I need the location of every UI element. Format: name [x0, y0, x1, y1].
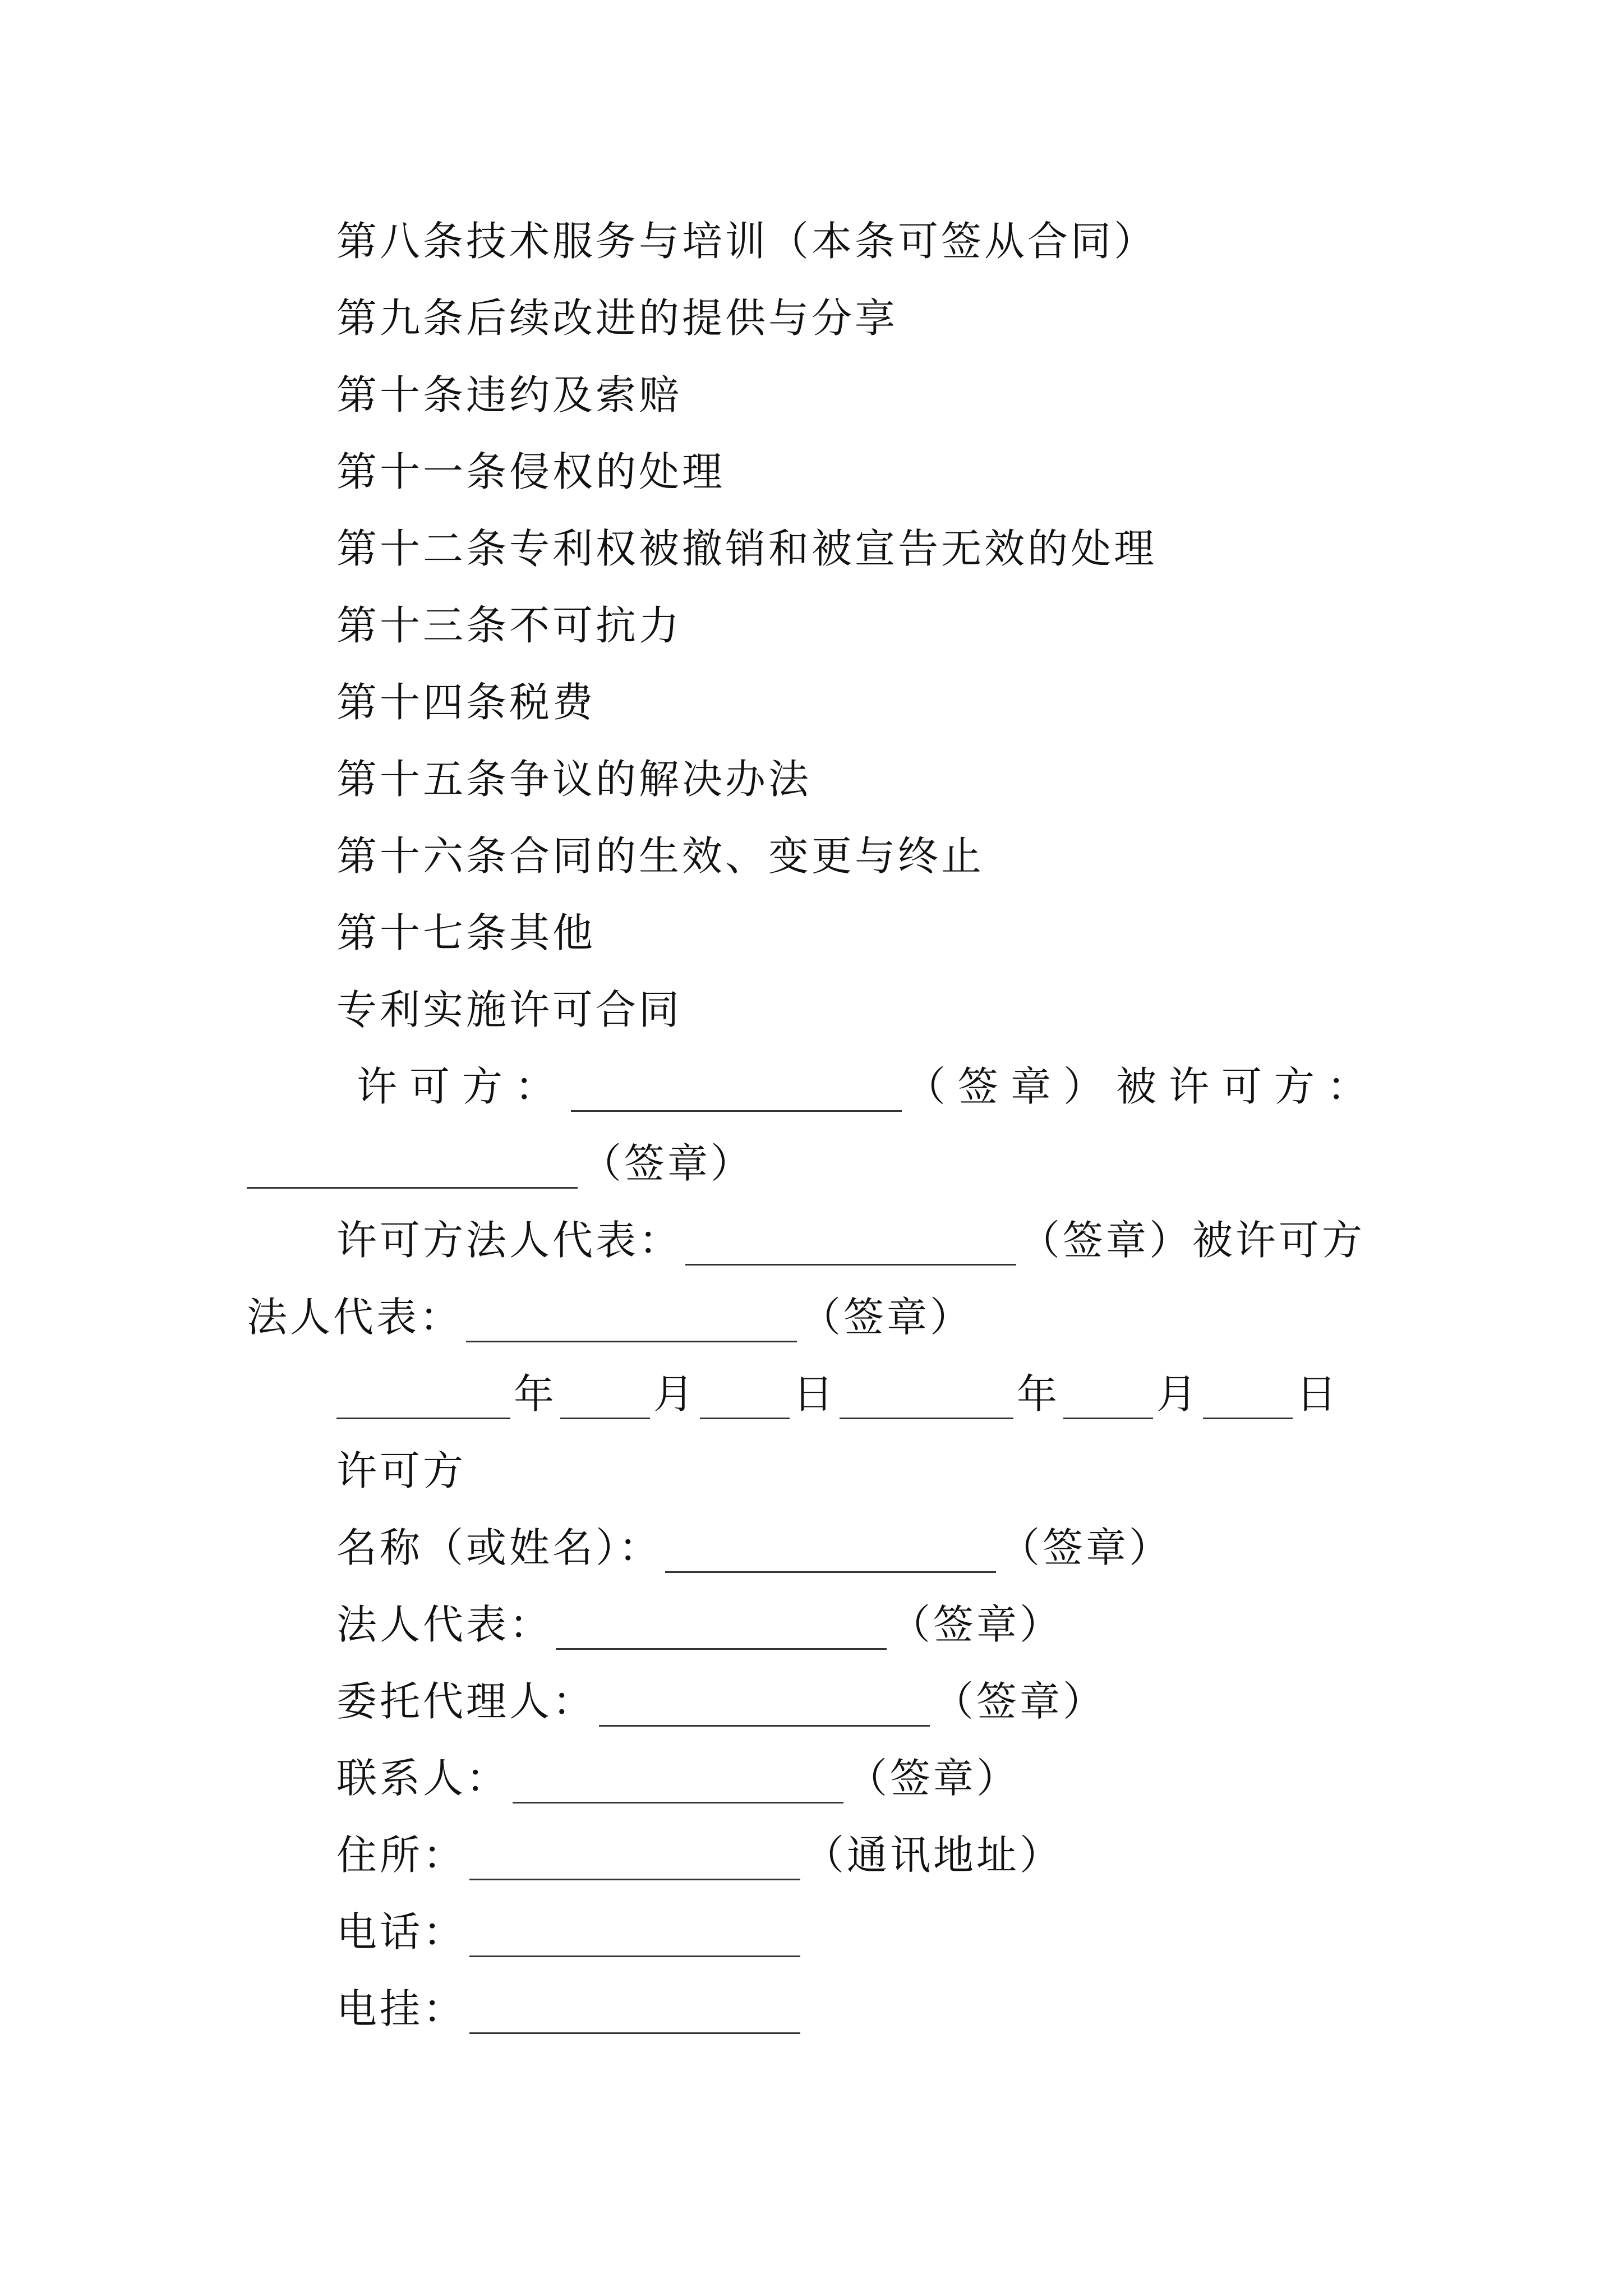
- licensee-rep-line: [247, 1292, 973, 1342]
- licensor-day-blank[interactable]: [700, 1378, 790, 1419]
- contract-title: 专利实施许可合同: [336, 986, 683, 1033]
- licensor-label: 许可方：: [357, 1063, 568, 1110]
- telex-label: 电挂：: [336, 1985, 467, 2032]
- contact-blank[interactable]: [513, 1763, 843, 1803]
- licensor-seal: （签章）: [905, 1063, 1117, 1110]
- licensor-rep-seal: （签章）: [1020, 1217, 1193, 1264]
- licensor-month-blank[interactable]: [560, 1378, 650, 1419]
- licensee-month-blank[interactable]: [1063, 1378, 1153, 1419]
- rep-label: 法人代表：: [336, 1601, 553, 1648]
- phone-line: [336, 1907, 804, 1957]
- article-16: 第十六条合同的生效、变更与终止: [336, 832, 985, 880]
- licensee-sign-line: [247, 1138, 754, 1189]
- licensor-signature-blank[interactable]: [571, 1071, 902, 1112]
- article-15: 第十五条争议的解决办法: [336, 756, 812, 803]
- agent-blank[interactable]: [599, 1686, 930, 1727]
- article-8: 第八条技术服务与培训（本条可签从合同）: [336, 218, 1158, 265]
- agent-label: 委托代理人：: [336, 1678, 596, 1725]
- licensor-sign-line: [357, 1061, 1380, 1112]
- day-label-2: 日: [1296, 1370, 1340, 1418]
- rep-seal: （签章）: [890, 1601, 1063, 1648]
- rep-sign-line: [336, 1215, 1365, 1266]
- article-17: 第十七条其他: [336, 909, 596, 956]
- article-12: 第十二条专利权被撤销和被宣告无效的处理: [336, 525, 1158, 572]
- licensee-label: 被许可方：: [1116, 1063, 1380, 1110]
- rep-line: [336, 1599, 1063, 1650]
- telex-line: [336, 1984, 804, 2034]
- agent-seal: （签章）: [933, 1678, 1106, 1725]
- contact-label: 联系人：: [336, 1755, 510, 1802]
- name-blank[interactable]: [665, 1532, 996, 1573]
- rep-blank[interactable]: [556, 1609, 887, 1650]
- licensee-seal: （签章）: [581, 1140, 754, 1187]
- contact-seal: （签章）: [847, 1755, 1020, 1802]
- address-label: 住所：: [336, 1832, 467, 1879]
- address-blank[interactable]: [469, 1839, 800, 1880]
- licensee-signature-blank[interactable]: [247, 1148, 578, 1189]
- licensee-rep-label: 被许可方: [1192, 1217, 1366, 1264]
- agent-line: [336, 1676, 1106, 1727]
- licensor-rep-blank[interactable]: [685, 1225, 1016, 1266]
- telex-blank[interactable]: [469, 1993, 800, 2034]
- article-13: 第十三条不可抗力: [336, 602, 683, 649]
- name-seal: （签章）: [999, 1524, 1173, 1571]
- licensee-rep-seal: （签章）: [800, 1294, 974, 1341]
- licensor-year-blank[interactable]: [336, 1378, 510, 1419]
- article-10: 第十条违约及索赔: [336, 371, 683, 418]
- year-label: 年: [514, 1370, 557, 1418]
- address-line: [336, 1830, 1063, 1880]
- month-label-2: 月: [1156, 1370, 1200, 1418]
- licensor-rep-label: 许可方法人代表：: [336, 1217, 683, 1264]
- licensee-day-blank[interactable]: [1203, 1378, 1293, 1419]
- phone-blank[interactable]: [469, 1916, 800, 1957]
- address-note: （通讯地址）: [804, 1832, 1063, 1879]
- name-label: 名称（或姓名）：: [336, 1524, 662, 1571]
- licensee-year-blank[interactable]: [840, 1378, 1013, 1419]
- phone-label: 电话：: [336, 1908, 467, 1955]
- article-9: 第九条后续改进的提供与分享: [336, 295, 898, 342]
- year-label-2: 年: [1017, 1370, 1061, 1418]
- name-line: [336, 1522, 1172, 1573]
- month-label: 月: [653, 1370, 697, 1418]
- licensee-rep-blank[interactable]: [466, 1301, 797, 1342]
- licensor-heading: 许可方: [336, 1447, 467, 1494]
- article-14: 第十四条税费: [336, 679, 596, 726]
- day-label: 日: [793, 1370, 837, 1418]
- licensee-rep-label-2: 法人代表：: [247, 1294, 463, 1341]
- contact-line: [336, 1753, 1020, 1803]
- article-11: 第十一条侵权的处理: [336, 448, 726, 495]
- date-line: [336, 1369, 1339, 1419]
